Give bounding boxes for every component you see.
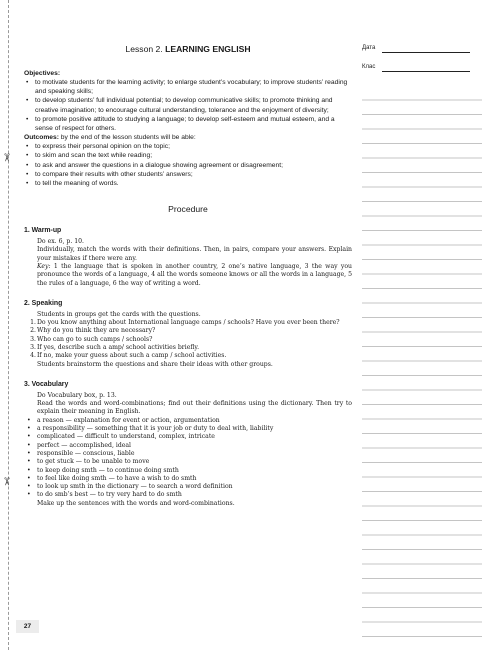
list-item: • to keep doing smth — to continue doing smth	[24, 467, 352, 475]
warmup-section	[24, 226, 352, 288]
paragraph: Students in groups get the cards with the questions.	[37, 310, 201, 318]
outcomes-intro: by the end of the lesson students will be able:	[58, 134, 196, 142]
objectives-heading: Objectives:	[24, 70, 61, 77]
item-text: If no, make your guess about such a camp / school activities.	[37, 352, 227, 360]
outcomes-line	[24, 133, 352, 142]
scissors-icon: ✂	[0, 476, 13, 487]
class-label: Клас	[362, 64, 376, 70]
procedure-heading: Procedure	[168, 204, 208, 215]
date-label: Дата	[362, 45, 376, 51]
class-underline	[382, 71, 470, 72]
key-label: Key:	[37, 262, 51, 270]
section-title: 2. Speaking	[24, 299, 63, 307]
list-item	[24, 344, 352, 352]
list-item: • perfect — accomplished, ideal	[24, 442, 352, 450]
item-text: Do you know anything about International language camps / schools? Have you ever been there?	[37, 319, 340, 327]
scissors-icon: ✂	[0, 152, 13, 163]
questions-list	[24, 319, 352, 360]
list-item: • to get stuck — to be unable to move	[24, 458, 352, 466]
objectives	[24, 69, 352, 188]
list-item	[24, 327, 352, 335]
vocabulary-list	[24, 417, 352, 500]
section-title: 1. Warm-up	[24, 227, 62, 235]
list-item: • to look up smth in the dictionary — to search a word definition	[24, 483, 352, 491]
list-item: • to feel like doing smth — to have a wish to do smth	[24, 475, 352, 483]
item-text: If yes, describe such a amp/ school activities briefly.	[37, 344, 200, 351]
speaking-section	[24, 299, 352, 369]
lesson-name: LEARNING ENGLISH	[165, 44, 251, 54]
list-item: • to compare their results with other students’ answers;	[24, 170, 352, 179]
date-underline	[382, 52, 470, 53]
vocabulary-section	[24, 380, 352, 508]
cut-line	[8, 0, 9, 650]
list-item: • responsible — conscious, liable	[24, 450, 352, 458]
main-content	[24, 44, 352, 519]
key-text: 1 the language that is spoken in another country, 2 one’s native language, 3 the way you pronounce the words of a language, 4 all the words someone knows or all the words in a language, 5 the rules of a language, 6 the way of writing a word.	[37, 262, 352, 287]
list-item	[24, 319, 352, 327]
section-title: 3. Vocabulary	[24, 380, 69, 388]
item-number: 4 .	[24, 352, 36, 360]
list-item: • to do smb’s best — to try very hard to do smth	[24, 491, 352, 499]
list-item: • to promote positive attitude to studying a language; to develop self-esteem and mutual esteem, and a sense of respect for others.	[24, 115, 352, 133]
list-item: • to express their personal opinion on the topic;	[24, 142, 352, 151]
lesson-title	[24, 44, 352, 55]
class-field	[362, 63, 482, 74]
paragraph: Do Vocabulary box, p. 13.	[37, 391, 117, 399]
list-item: • to tell the meaning of words.	[24, 179, 352, 188]
lesson-prefix: Lesson 2.	[125, 44, 163, 54]
list-item	[24, 352, 352, 360]
list-item: • to skim and scan the text while reading;	[24, 151, 352, 160]
item-number: 1 .	[24, 319, 36, 327]
outcomes-heading: Outcomes:	[24, 134, 59, 142]
item-number: 2 .	[24, 327, 36, 335]
objectives-list	[24, 78, 352, 133]
item-number: 3 .	[24, 336, 36, 344]
paragraph: Make up the sentences with the words and word-combinations.	[37, 499, 235, 507]
item-number: 3 .	[24, 344, 36, 352]
paragraph: Read the words and word-combinations; find out their definitions using the dictionary. Then try to explain their meaning in English.	[37, 400, 352, 416]
paragraph: Do ex. 6, p. 10.	[37, 238, 84, 246]
list-item: • to develop students’ full individual potential; to develop communicative skills; to promote thinking and creative imagination; to encourage cultural understanding, tolerance and the enjoyment of diversity;	[24, 96, 352, 114]
side-panel	[362, 44, 482, 82]
list-item: • a reason — explanation for event or action, argumentation	[24, 417, 352, 425]
key-paragraph	[24, 263, 352, 288]
paragraph: Individually, match the words with their definitions. Then, in pairs, compare your answers. Explain your mistakes if there were any.	[37, 246, 352, 262]
date-field	[362, 44, 482, 55]
page-number: 27	[16, 620, 39, 633]
item-text: Why do you think they are necessary?	[37, 327, 156, 335]
item-text: Who can go to such camps / schools?	[37, 335, 153, 343]
paragraph: Students brainstorm the questions and share their ideas with other groups.	[37, 360, 273, 368]
list-item: • to motivate students for the learning activity; to enlarge student’s vocabulary; to improve students’ reading and speaking skills;	[24, 78, 352, 96]
list-item: • complicated — difficult to understand, complex, intricate	[24, 433, 352, 441]
list-item: • a responsibility — something that it is your job or duty to deal with, liability	[24, 425, 352, 433]
notes-lines	[362, 86, 482, 638]
list-item: • to ask and answer the questions in a dialogue showing agreement or disagreement;	[24, 161, 352, 170]
list-item	[24, 336, 352, 344]
outcomes-list	[24, 142, 352, 188]
